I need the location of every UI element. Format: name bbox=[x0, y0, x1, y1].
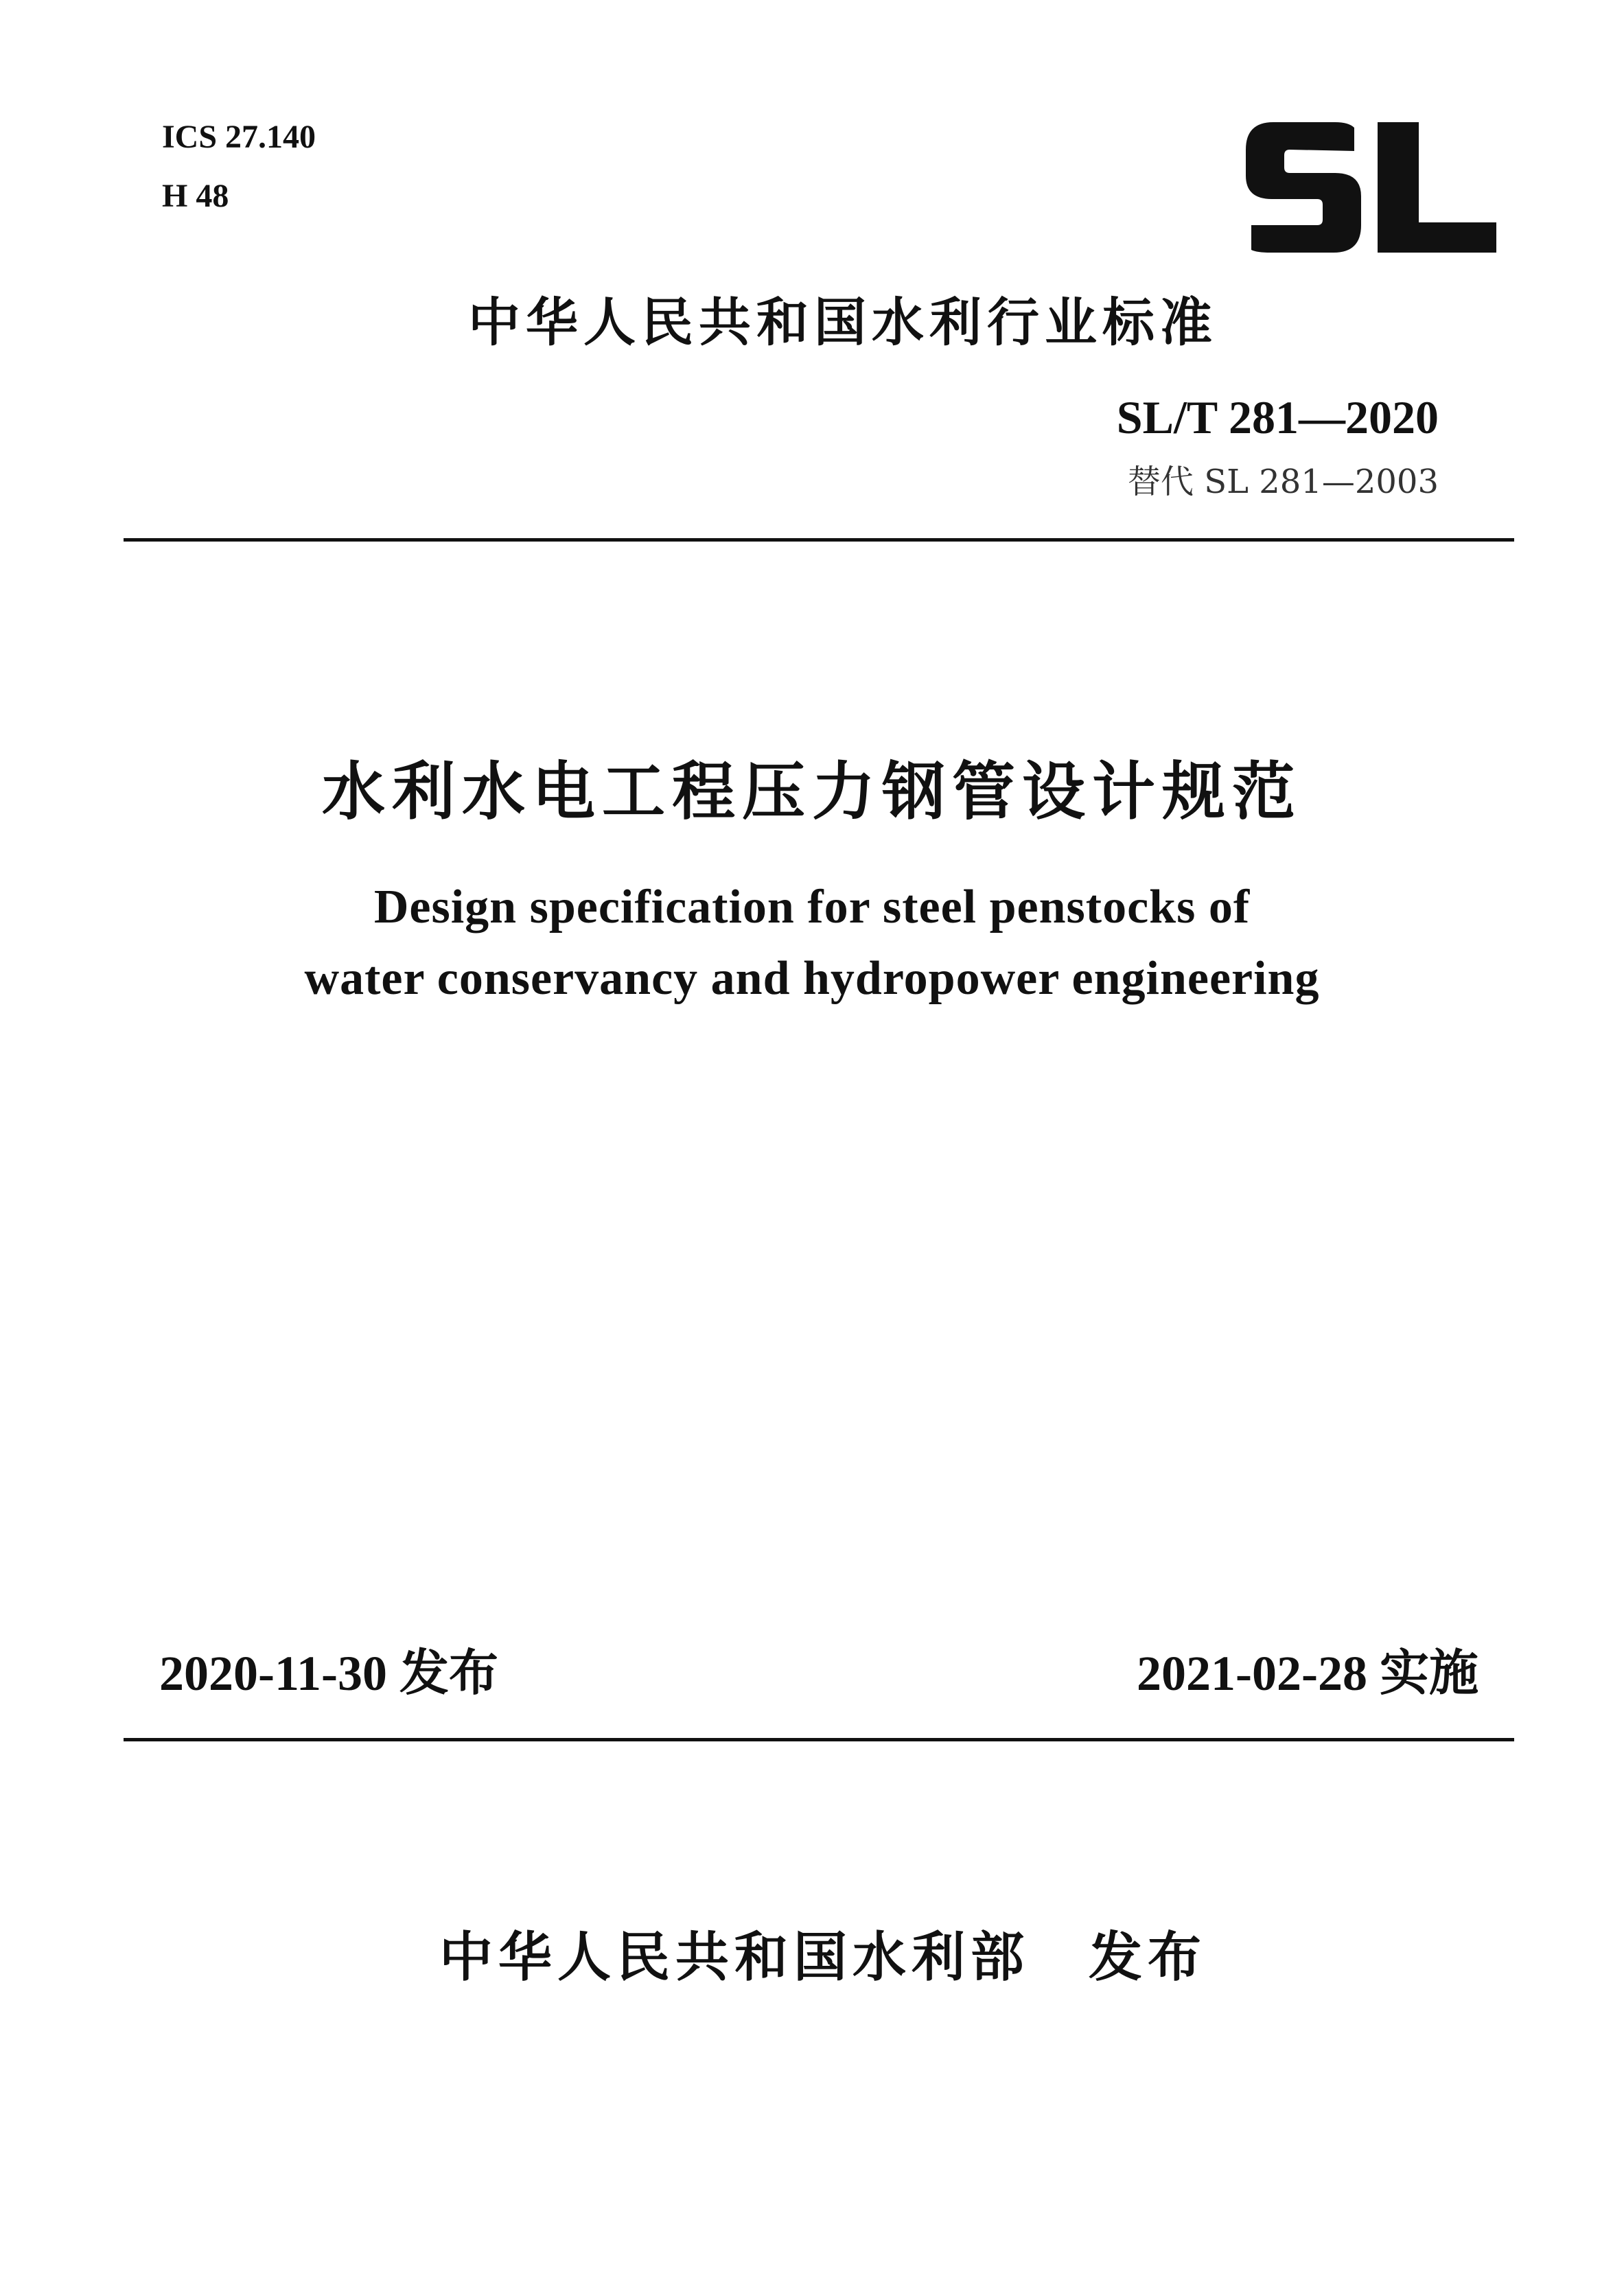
replaces-standard: 替代 SL 281—2003 bbox=[1127, 463, 1439, 501]
issuing-authority: 中华人民共和国水利部 bbox=[439, 1927, 1030, 1988]
document-title-english-line-2: water conservancy and hydropower engineering bbox=[304, 952, 1320, 1005]
document-title-chinese: 水利水电工程压力钢管设计规范 bbox=[321, 755, 1302, 828]
bottom-divider bbox=[124, 1738, 1514, 1741]
implementation-date-label: 实施 bbox=[1379, 1644, 1478, 1702]
sl-logo bbox=[1246, 122, 1496, 253]
issue-date: 2020-11-30 bbox=[159, 1646, 387, 1701]
logo-letter-l bbox=[1378, 122, 1496, 253]
classification-code: H 48 bbox=[162, 178, 229, 214]
issue-date-line bbox=[159, 1642, 498, 1704]
ics-code: ICS 27.140 bbox=[162, 119, 316, 155]
implementation-date: 2021-02-28 bbox=[1137, 1646, 1367, 1701]
logo-letter-s bbox=[1246, 122, 1361, 253]
industry-standard-title: 中华人民共和国水利行业标准 bbox=[468, 292, 1218, 353]
standard-number: SL/T 281—2020 bbox=[1116, 391, 1439, 443]
document-title-english-line-1: Design specification for steel penstocks of bbox=[373, 881, 1251, 934]
issue-date-label: 发布 bbox=[399, 1644, 498, 1702]
implementation-date-line bbox=[1137, 1642, 1478, 1704]
issuing-action: 发布 bbox=[1089, 1927, 1207, 1988]
top-divider bbox=[124, 538, 1514, 542]
